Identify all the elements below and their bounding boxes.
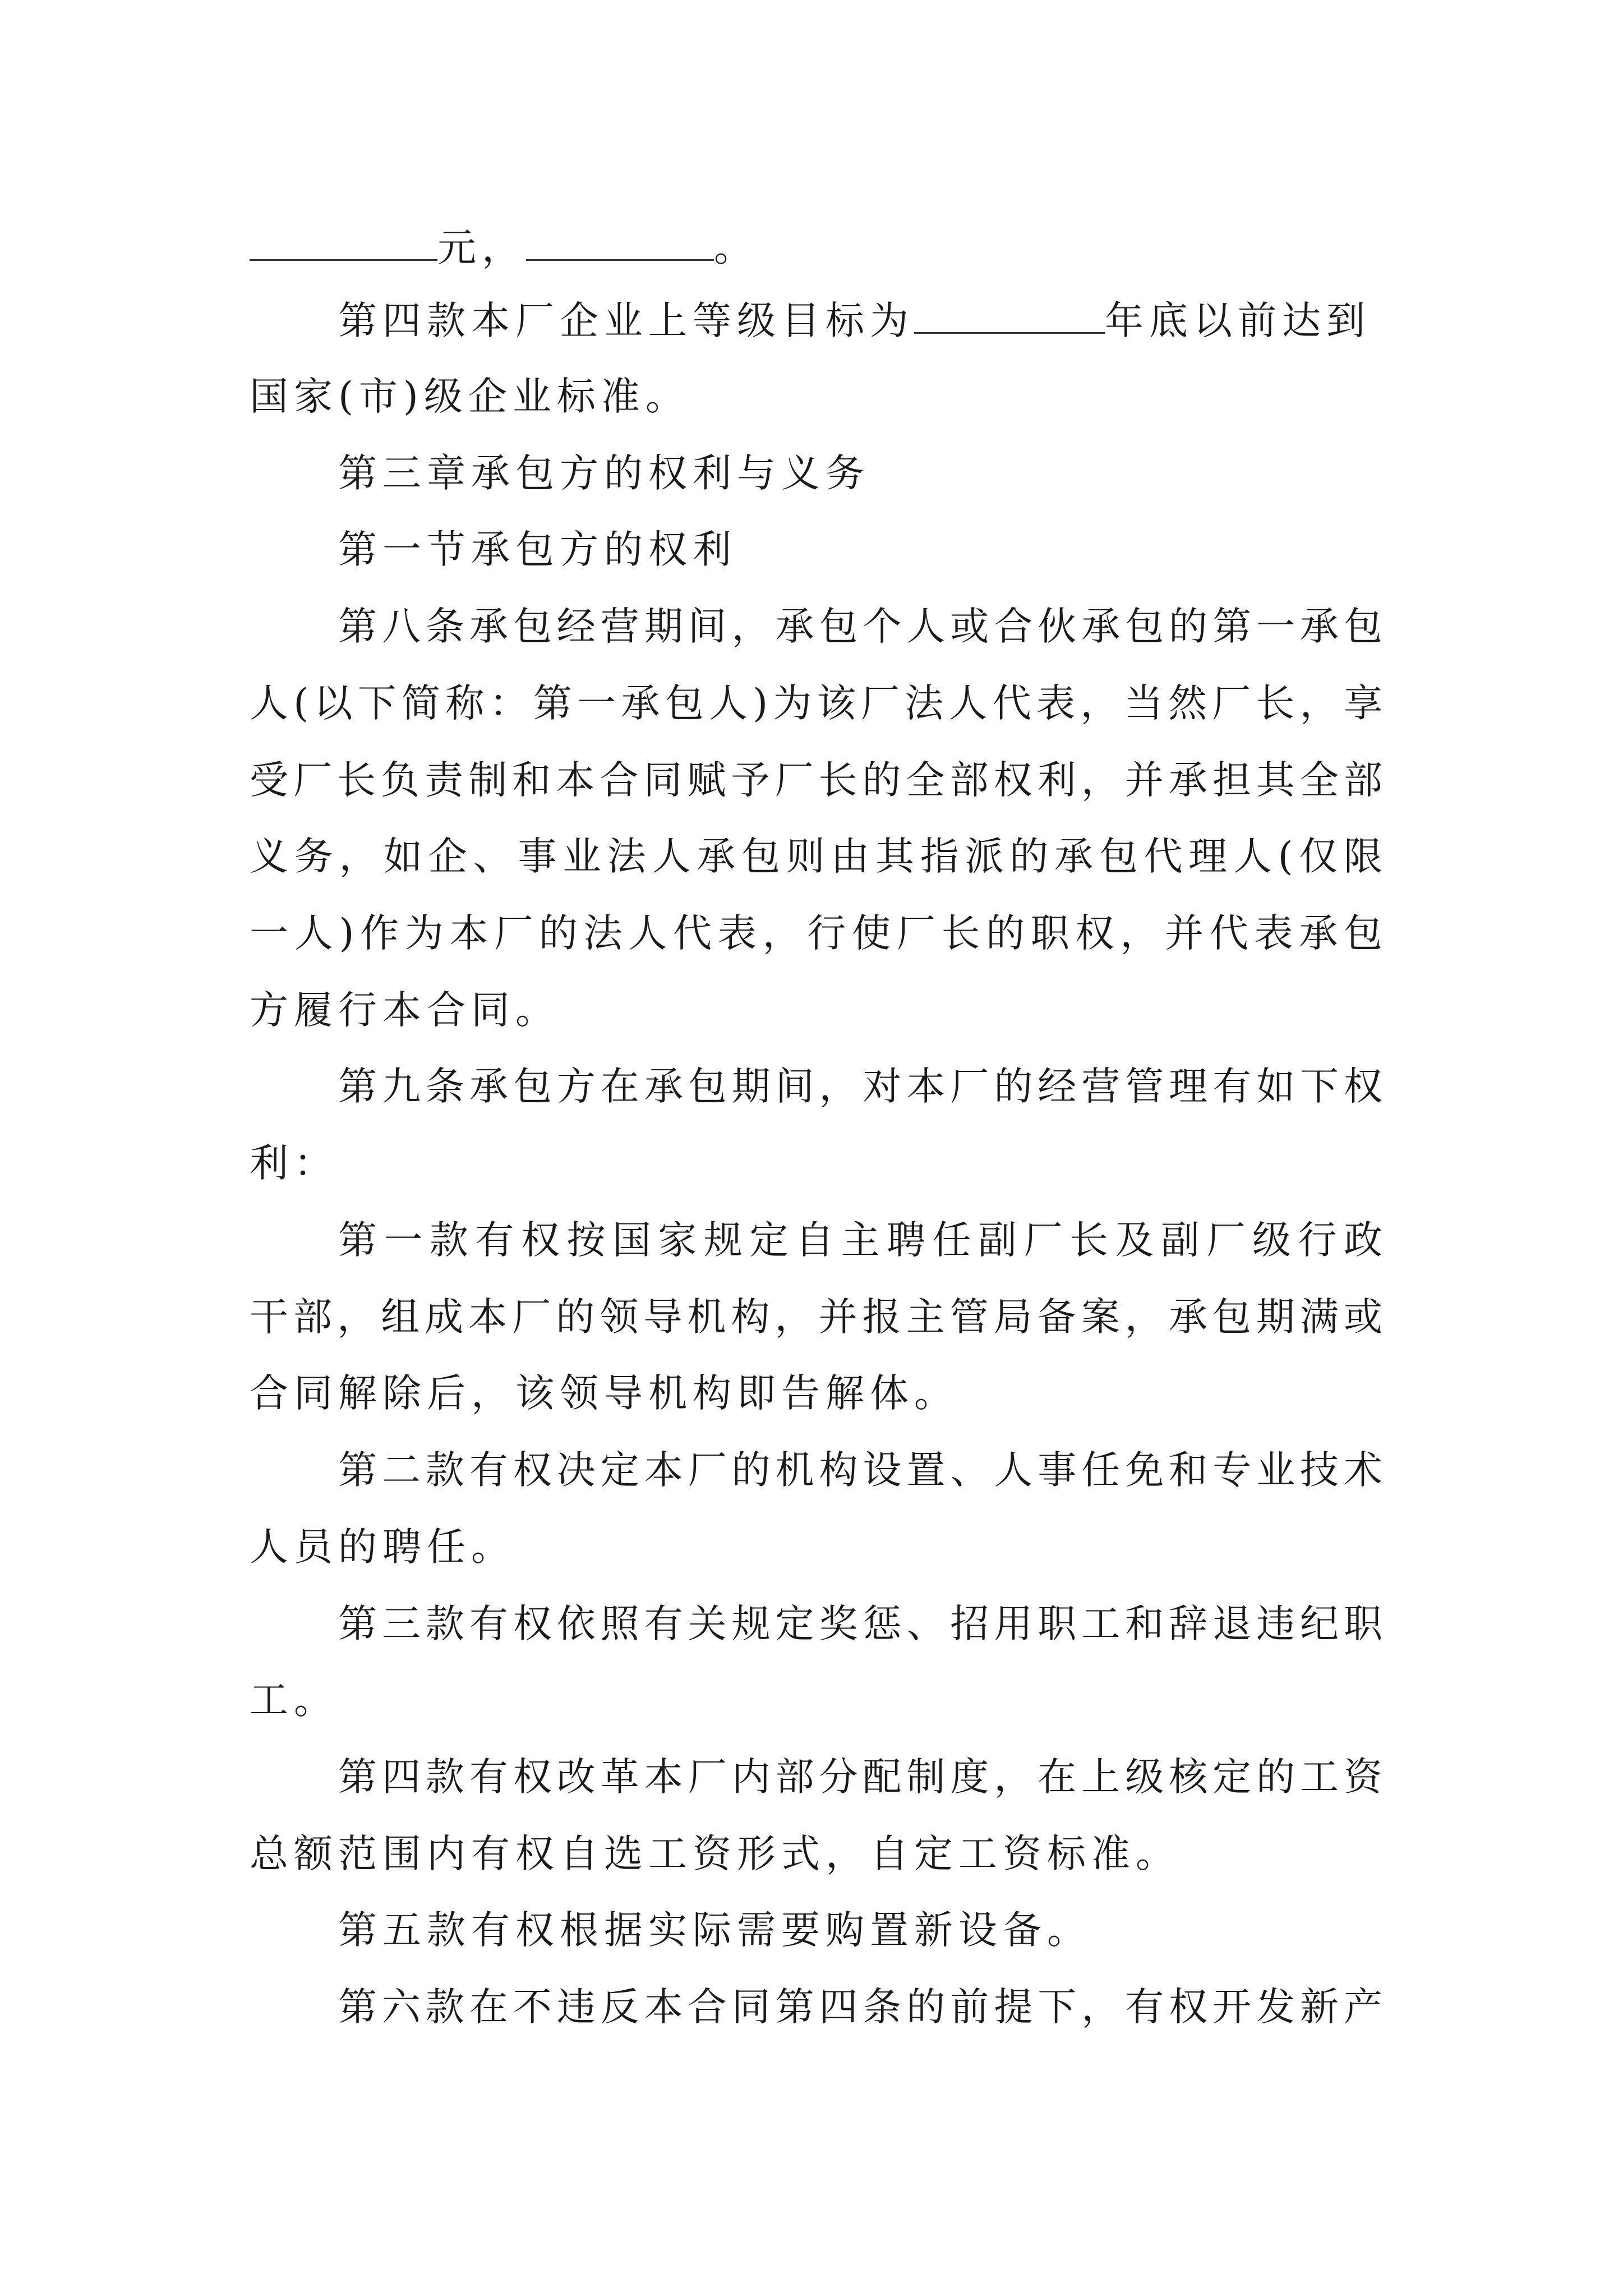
text-fragment: 。 [714, 226, 758, 270]
text-line: 人(以下简称：第一承包人)为该厂法人代表，当然厂长，享 [250, 681, 1382, 726]
text-line [250, 224, 1382, 269]
text-line: 第八条承包经营期间，承包个人或合伙承包的第一承包 [338, 604, 1382, 649]
text-line: 第九条承包方在承包期间，对本厂的经营管理有如下权 [338, 1064, 1382, 1109]
text-line: 利： [250, 1141, 338, 1186]
text-line: 受厂长负责制和本合同赋予厂长的全部权利，并承担其全部 [250, 758, 1382, 803]
text-line: 工。 [250, 1678, 338, 1723]
text-fragment: 元， [437, 226, 526, 270]
text-line [338, 297, 1382, 342]
text-line: 干部，组成本厂的领导机构，并报主管局备案，承包期满或 [250, 1295, 1382, 1340]
text-fragment: 第四款本厂企业上等级目标为 [338, 298, 914, 343]
fill-in-blank[interactable] [526, 224, 714, 261]
text-line: 一人)作为本厂的法人代表，行使厂长的职权，并代表承包 [250, 911, 1382, 956]
text-line: 第六款在不违反本合同第四条的前提下，有权开发新产 [338, 1985, 1382, 2030]
text-fragment: 年底以前达到 [1105, 298, 1371, 343]
section-heading: 第一节承包方的权利 [338, 527, 737, 572]
text-line: 第五款有权根据实际需要购置新设备。 [338, 1908, 1091, 1953]
text-line: 第四款有权改革本厂内部分配制度，在上级核定的工资 [338, 1755, 1382, 1800]
chapter-heading: 第三章承包方的权利与义务 [338, 451, 870, 496]
text-line: 义务，如企、事业法人承包则由其指派的承包代理人(仅限 [250, 834, 1382, 879]
fill-in-blank[interactable] [250, 224, 437, 261]
text-line: 第一款有权按国家规定自主聘任副厂长及副厂级行政 [338, 1218, 1382, 1263]
text-line: 第二款有权决定本厂的机构设置、人事任免和专业技术 [338, 1448, 1382, 1493]
text-line: 第三款有权依照有关规定奖惩、招用职工和辞退违纪职 [338, 1602, 1382, 1646]
text-line: 人员的聘任。 [250, 1525, 515, 1570]
text-line: 国家(市)级企业标准。 [250, 374, 690, 419]
text-line: 方履行本合同。 [250, 988, 560, 1033]
text-line: 合同解除后，该领导机构即告解体。 [250, 1371, 958, 1416]
text-line: 总额范围内有权自选工资形式，自定工资标准。 [250, 1832, 1180, 1876]
fill-in-blank[interactable] [914, 297, 1105, 334]
